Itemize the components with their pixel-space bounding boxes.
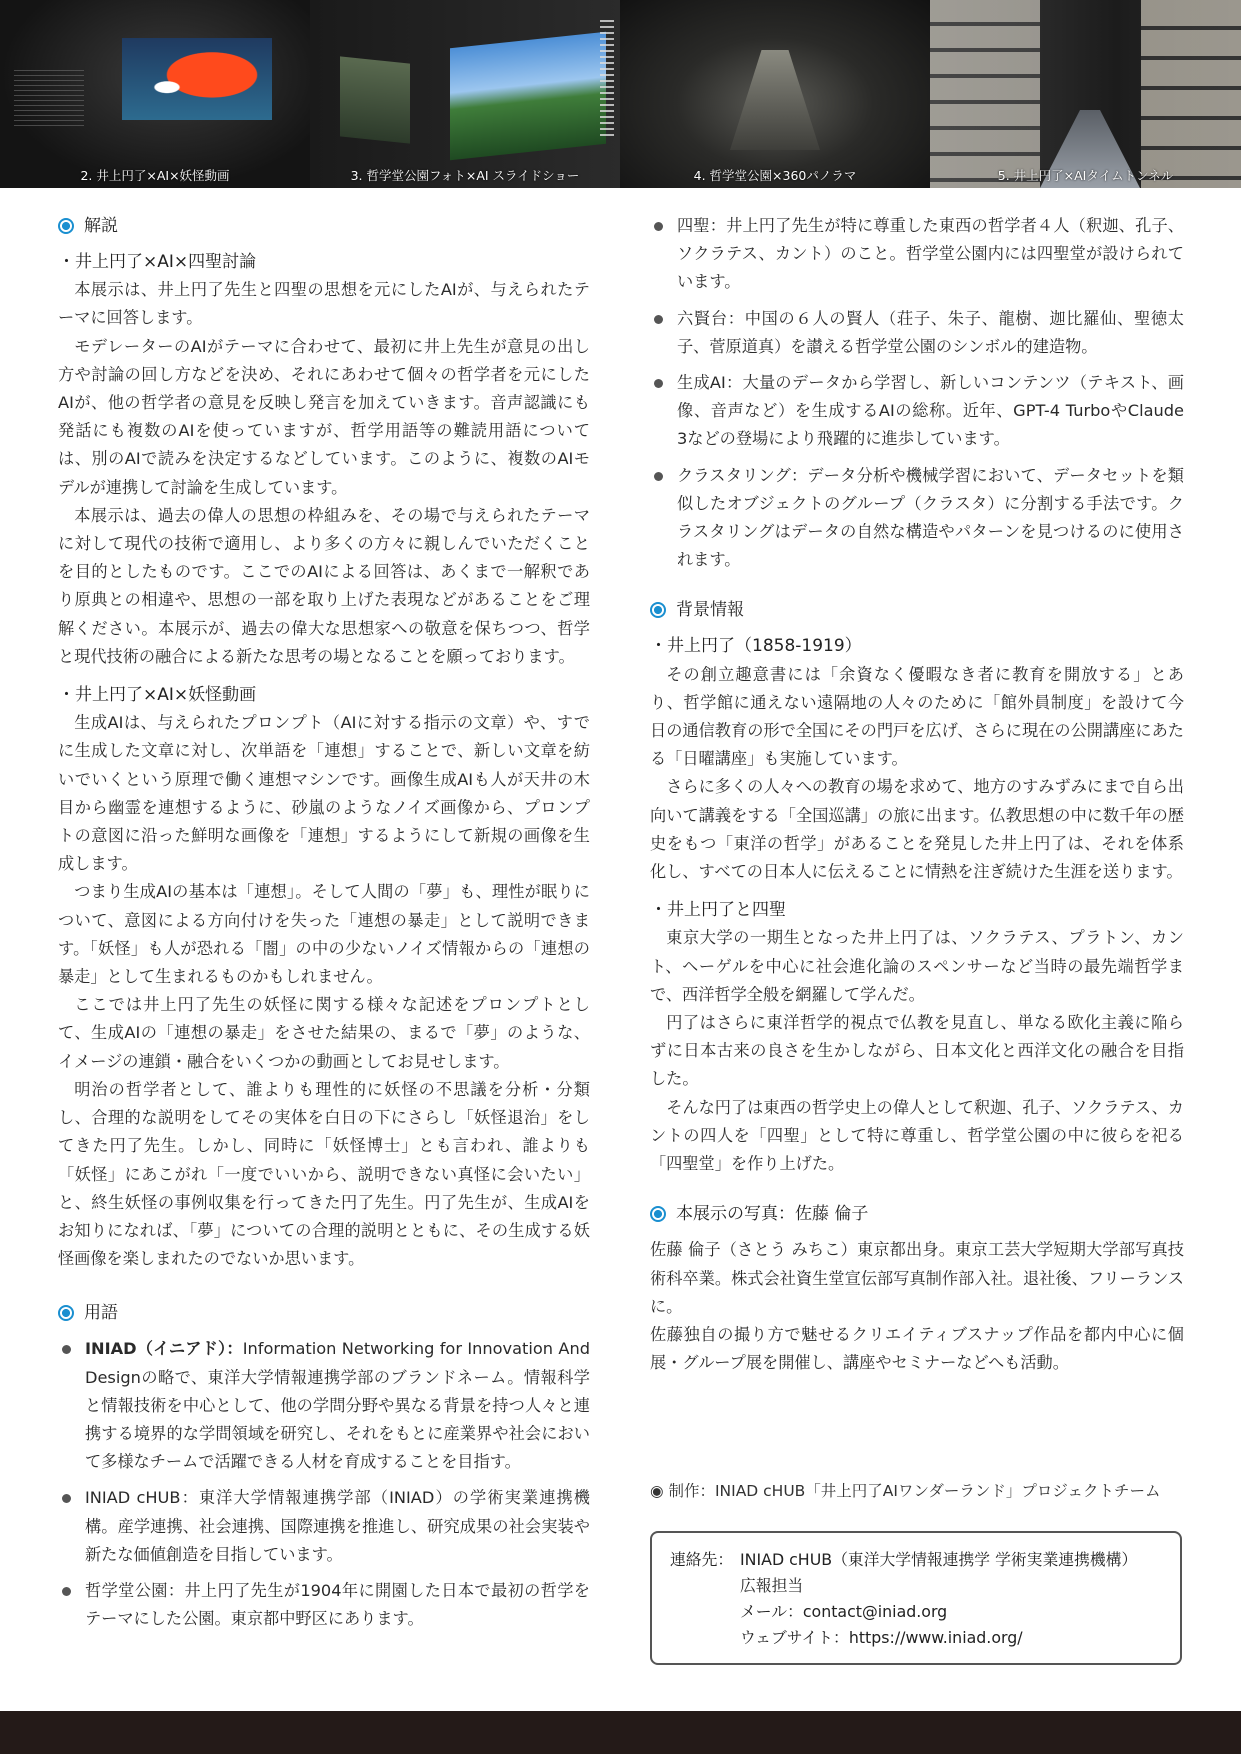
contact-dept: 広報担当 [740, 1576, 804, 1595]
photo-caption: 3. 哲学堂公園フォト×AI スライドショー [350, 168, 580, 183]
photo-time-tunnel [930, 0, 1241, 188]
contact-mail[interactable]: メール：contact@iniad.org [740, 1602, 948, 1621]
paragraph: そんな円了は東西の哲学史上の偉人として釈迦、孔子、ソクラテス、カントの四人を「四聖」として特に尊重し、哲学堂公園の中に彼らを祀る「四聖堂」を作り上げた。 [650, 1097, 1184, 1174]
contact-box [650, 1531, 1182, 1665]
wall-text-graphic [14, 70, 84, 130]
photographer-activity: 佐藤独自の撮り方で魅せるクリエイティブスナップ作品を都内中心に個展・グループ展を開催し、講座やセミナーなどへも活動。 [650, 1324, 1184, 1373]
circle-bullet-icon [58, 1305, 74, 1321]
subheading-youkai-video: ・井上円了×AI×妖怪動画 [58, 685, 257, 706]
left-column [58, 212, 590, 1641]
contact-website[interactable]: ウェブサイト：https://www.iniad.org/ [740, 1628, 1023, 1647]
dot-bullet-icon [654, 222, 663, 231]
vertical-text-graphic [600, 20, 614, 140]
tunnel-right-wall [1141, 0, 1241, 188]
section-heading-text: 背景情報 [676, 600, 744, 621]
photo-youkai-video [0, 0, 310, 188]
paragraph: 本展示は、井上円了先生と四聖の思想を元にしたAIが、与えられたテーマに回答します。 [58, 280, 590, 328]
paragraph: 本展示は、過去の偉人の思想の枠組みを、その場で与えられたテーマに対して現代の技術で適用し、より多くの方々に親しんでいただくことを目的としたものです。ここでのAIによる回答は、あくまで一解釈であり原典との相違や、思想の一部を取り上げた表現などがあることをご理解ください。本展示が、過去の偉大な思想家への敬意を保ちつつ、哲学と現代技術の融合による新たな思考の場となることを願っております。 [58, 505, 590, 666]
circle-bullet-icon [650, 602, 666, 618]
dot-bullet-icon [654, 379, 663, 388]
tunnel-left-wall [930, 0, 1040, 188]
dot-bullet-icon [62, 1345, 71, 1354]
dot-bullet-icon [654, 472, 663, 481]
term-description: クラスタリング：データ分析や機械学習において、データセットを類似したオブジェクトのグループ（クラスタ）に分割する手法です。クラスタリングはデータの自然な構造やパターンを見つけるのに使用されます。 [677, 465, 1184, 570]
term-description: 六賢台：中国の６人の賢人（荘子、朱子、龍樹、迦比羅仙、聖徳太子、菅原道真）を讃える哲学堂公園のシンボル的建造物。 [677, 308, 1184, 356]
term-description: 四聖：井上円了先生が特に尊重した東西の哲学者４人（釈迦、孔子、ソクラテス、カント）のこと。哲学堂公園内には四聖堂が設けられています。 [677, 216, 1184, 292]
section-heading-text: 用語 [84, 1303, 118, 1324]
section-heading-text: 解説 [84, 215, 118, 236]
paragraph: モデレーターのAIがテーマに合わせて、最初に井上先生が意見の出し方や討論の回し方などを決め、それにあわせて個々の哲学者を元にしたAIが、他の哲学者の意見を反映し発言を加えていきます。音声認識にも発話にも複数のAIを使っていますが、哲学用語等の難読用語については、別のAIで読みを決定するなどしています。このように、複数のAIモデルが連携して討論を生成しています。 [58, 336, 590, 497]
production-credit: ◉ 制作：INIAD cHUB「井上円了AIワンダーランド」プロジェクトチーム [650, 1482, 1161, 1500]
term-description: Information Networking for Innovation And Designの略で、東洋大学情報連携学部のブランドネーム。情報科学と情報技術を中心として、他の学問分野や異なる背景を持つ人々と連携する境界的な学問領域を研究し、それをもとに産業界や社会において多様なチームで活躍できる人材を育成することを目指す。 [85, 1339, 590, 1472]
side-screen-image [340, 56, 410, 143]
section-heading-kaisetsu [58, 212, 590, 240]
landscape-screen-image [450, 32, 606, 160]
photo-panorama [620, 0, 930, 188]
paragraph: 明治の哲学者として、誰よりも理性的に妖怪の不思議を分析・分類し、合理的な説明をしてその実体を白日の下にさらし「妖怪退治」をしてきた円了先生。しかし、同時に「妖怪博士」とも言われ、誰よりも「妖怪」にあこがれ「一度でいいから、説明できない真怪に会いたい」と、終生妖怪の事例収集を行ってきた円了先生。円了先生が、生成AIをお知りになれば、「夢」についての合理的説明とともに、その生成する妖怪画像を楽しまれたのでないか思います。 [58, 1079, 590, 1269]
term-item [650, 369, 1184, 454]
photo-strip [0, 0, 1241, 188]
paragraph: 東京大学の一期生となった井上円了は、ソクラテス、プラトン、カント、ヘーゲルを中心に社会進化論のスペンサーなど当時の最先端哲学まで、西洋哲学全般を網羅して学んだ。 [650, 928, 1184, 1004]
paragraph: さらに多くの人々への教育の場を求めて、地方のすみずみにまで自ら出向いて講義をする「全国巡講」の旅に出ます。仏教思想の中に数千年の歴史をもつ「東洋の哲学」があることを発見した井上円了は、それを体系化し、すべての日本人に伝えることに情熱を注ぎ続けた生涯を送ります。 [650, 777, 1184, 882]
term-item [58, 1577, 590, 1633]
subheading-shisei-touron: ・井上円了×AI×四聖討論 [58, 252, 257, 272]
paragraph: その創立趣意書には「余資なく優暇なき者に教育を開放する」とあり、哲学館に通えない遠隔地の人々のために「館外員制度」を設けて今日の通信教育の形で全国にその門戸を広げ、さらに現在の公開講座にあたる「日曜講座」も実施しています。 [650, 664, 1184, 769]
term-description: 生成AI：大量のデータから学習し、新しいコンテンツ（テキスト、画像、音声など）を生成するAIの総称。近年、GPT-4 TurboやClaude 3などの登場により飛躍的に進歩しています。 [677, 373, 1184, 449]
right-column [650, 212, 1184, 1377]
term-item [58, 1335, 590, 1476]
circle-bullet-icon [650, 1206, 666, 1222]
dot-bullet-icon [654, 315, 663, 324]
section-heading-yougo [58, 1299, 590, 1327]
photo-caption: 4. 哲学堂公園×360パノラマ [693, 168, 857, 183]
dot-bullet-icon [62, 1587, 71, 1596]
dot-bullet-icon [62, 1494, 71, 1503]
term-description: 哲学堂公園：井上円了先生が1904年に開園した日本で最初の哲学をテーマにした公園。東京都中野区にあります。 [85, 1580, 590, 1629]
circle-bullet-icon [58, 218, 74, 234]
term-description: INIAD cHUB：東洋大学情報連携学部（INIAD）の学術実業連携機構。産学連携、社会連携、国際連携を推進し、研究成果の社会実装や新たな価値創造を目指しています。 [85, 1488, 590, 1564]
subheading-enryo: ・井上円了（1858-1919） [650, 636, 862, 657]
term-item [650, 212, 1184, 297]
corridor-graphic [730, 50, 820, 150]
paragraph: 生成AIは、与えられたプロンプト（AIに対する指示の文章）や、すでに生成した文章に対し、次単語を「連想」することで、新しい文章を紡いでいくという原理で働く連想マシンです。画像生成AIも人が天井の木目から幽霊を連想するように、砂嵐のようなノイズ画像から、プロンプトの意図に沿った鮮明な画像を「連想」するようにして新規の画像を生成します。 [58, 713, 590, 874]
section-heading-photo-credit [650, 1200, 1184, 1228]
section-heading-text: 本展示の写真：佐藤 倫子 [676, 1204, 869, 1225]
term-item [650, 305, 1184, 361]
contact-org: INIAD cHUB（東洋大学情報連携学 学術実業連携機構） [740, 1550, 1138, 1569]
photographer-bio: 佐藤 倫子（さとう みちこ）東京都出身。東京工芸大学短期大学部写真技術科卒業。株式会社資生堂宣伝部写真制作部入社。退社後、フリーランスに。 [650, 1240, 1184, 1316]
contact-label: 連絡先： [670, 1550, 734, 1569]
youkai-screen-image [122, 38, 272, 120]
subheading-enryo-shisei: ・井上円了と四聖 [650, 900, 786, 921]
term-item [58, 1484, 590, 1569]
paragraph: ここでは井上円了先生の妖怪に関する様々な記述をプロンプトとして、生成AIの「連想の暴走」をさせた結果の、まるで「夢」のような、イメージの連鎖・融合をいくつかの動画としてお見せします。 [58, 995, 590, 1071]
term-key: INIAD（イニアド）： [85, 1339, 243, 1359]
section-heading-haikei [650, 596, 1184, 624]
photo-caption: 2. 井上円了×AI×妖怪動画 [80, 168, 230, 183]
term-item [650, 462, 1184, 575]
paragraph: つまり生成AIの基本は「連想」。そして人間の「夢」も、理性が眠りについて、意図による方向付けを失った「連想の暴走」として説明できます。「妖怪」も人が恐れる「闇」の中の少ないノイズ情報からの「連想の暴走」として生まれるものかもしれません。 [58, 882, 590, 987]
photo-slideshow [310, 0, 620, 188]
footer-bar [0, 1711, 1241, 1754]
photo-caption: 5. 井上円了×AIタイムトンネル [997, 168, 1174, 183]
paragraph: 円了はさらに東洋哲学的視点で仏教を見直し、単なる欧化主義に陥らずに日本古来の良さを生かしながら、日本文化と西洋文化の融合を目指した。 [650, 1013, 1184, 1089]
